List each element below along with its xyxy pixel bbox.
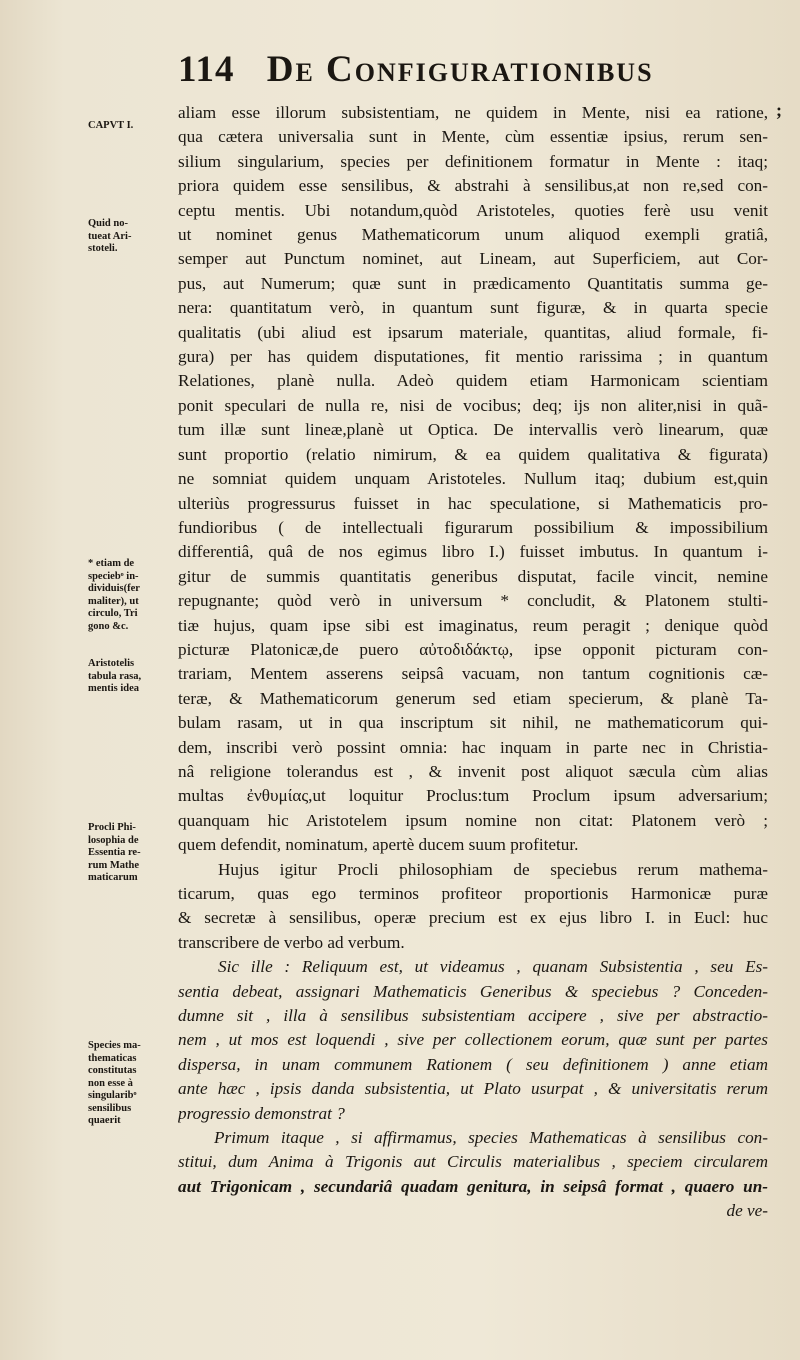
margin-line: rum Mathe bbox=[88, 859, 140, 871]
margin-line: losophia de bbox=[88, 834, 139, 846]
marginal-note-procli bbox=[88, 822, 174, 885]
text-line: teræ, & Mathematicorum generum sed etiam specierum, & planè Ta- bbox=[178, 688, 768, 708]
margin-line: Quid no- bbox=[88, 218, 128, 229]
quote-line: Sic ille : Reliquum est, ut videamus , quanam Subsistentia , seu Es- bbox=[218, 957, 768, 977]
text-line: quem defendit, nominatum, apertè ducem suum profitetur. bbox=[178, 835, 579, 855]
main-text-block bbox=[178, 101, 768, 1224]
margin-line: Procli Phi- bbox=[88, 822, 136, 833]
margin-line: constitutas bbox=[88, 1065, 137, 1076]
quote-line: sentia debeat, assignari Mathematicis Generibus & speciebus ? Conceden- bbox=[178, 981, 768, 1001]
page-number: 114 bbox=[178, 49, 235, 90]
text-line: quanquam hic Aristotelem ipsum nomine non citat: Platonem verò ; bbox=[178, 810, 768, 830]
margin-line: speciebᵒ in- bbox=[88, 570, 139, 582]
text-line: tiæ hujus, quam ipse sibi est imaginatus, reum peragit ; denique quòd bbox=[178, 615, 768, 635]
text-line: dem, inscribi verò possint omnia: hac inquam in parte nec in Christia- bbox=[178, 737, 768, 757]
text-line: semper aut Punctum nominet, aut Lineam, aut Superficiem, aut Cor- bbox=[178, 249, 768, 269]
margin-line: thematicas bbox=[88, 1052, 137, 1064]
edge-mark: ; bbox=[776, 100, 782, 120]
margin-line: CAPVT I. bbox=[88, 120, 134, 131]
text-line: repugnante; quòd verò in universum * concludit, & Platonem stulti- bbox=[178, 591, 768, 611]
text-line: aliam esse illorum subsistentiam, ne quidem in Mente, nisi ea ratione, bbox=[178, 103, 768, 122]
margin-line: circulo, Tri bbox=[88, 608, 138, 619]
marginal-note-quid bbox=[88, 218, 174, 256]
margin-line: stoteli. bbox=[88, 243, 118, 254]
quote-line: progressio demonstrat ? bbox=[178, 1103, 345, 1123]
margin-line: maticarum bbox=[88, 872, 138, 883]
text-line: fundioribus ( de intellectuali figurarum possibilium & impossibilium bbox=[178, 517, 768, 537]
marginal-note-etiam bbox=[88, 558, 174, 633]
text-line: qualitatis (ubi aliud est ipsarum materiale, quantitas, aliud formale, fi- bbox=[178, 322, 768, 342]
margin-line: Aristotelis bbox=[88, 658, 135, 669]
text-line: nâ religione tolerandus est , & invenit post aliquot sæcula cùm alias bbox=[178, 761, 768, 781]
text-line: picturæ Platonicæ,de puero αὐτοδιδάκτῳ, ipse opponit picturam con- bbox=[178, 639, 768, 659]
text-line: ponit speculari de nulla re, nisi de vocibus; deq; ijs non aliter,nisi in quã- bbox=[178, 395, 768, 415]
text-line: qua cætera universalia sunt in Mente, cùm essentiæ ipsius, rerum sen- bbox=[178, 127, 768, 147]
text-line: differentiâ, quâ de nos egimus libro I.) fuisset imbutus. In quantum i- bbox=[178, 542, 768, 562]
text-line: priora quidem esse sensilibus, & abstrahi à sensilibus,at non re,sed con- bbox=[178, 176, 768, 196]
page-title: De Configurationibus bbox=[266, 49, 654, 90]
quote-line: nem , ut mos est loquendi , sive per collectionem eorum, quæ sunt per partes bbox=[178, 1030, 768, 1050]
marginal-note-caput bbox=[88, 120, 174, 133]
text-line: pus, aut Numerum; quæ sunt in prædicamento Quantitatis summa ge- bbox=[178, 273, 768, 293]
margin-line: quaerit bbox=[88, 1115, 121, 1126]
catchword: de ve- bbox=[726, 1201, 768, 1221]
text-line: Hujus igitur Procli philosophiam de speciebus rerum mathema- bbox=[218, 859, 768, 879]
quote-line: dumne sit , illa à sensilibus subsistentiam accipere , sive per abstractio- bbox=[178, 1006, 768, 1026]
text-line: gitur de summis quantitatis generibus disputat, facile vincit, nemine bbox=[178, 566, 768, 586]
quote-line: ante hæc , ipsis danda subsistentia, ut Plato usurpat , & universitatis rerum bbox=[178, 1079, 768, 1099]
text-line: ne somniat quidem unquam Aristoteles. Nullum itaq; dubium est,quin bbox=[178, 469, 768, 489]
text-line: sunt proportio (relatio nimirum, & ea quidem qualitativa & figurata) bbox=[178, 444, 768, 464]
margin-line: sensilibus bbox=[88, 1102, 132, 1114]
margin-line: Essentia re- bbox=[88, 847, 141, 858]
text-line: trariam, Mentem asserens seipsâ vacuam, non tantum cognitionis cæ- bbox=[178, 664, 768, 684]
quote-line: dispersa, in unam communem Rationem ( seu definitionem ) anne etiam bbox=[178, 1054, 768, 1074]
text-line: ut nominet genus Mathematicorum unum aliquod exempli gratiâ, bbox=[178, 225, 768, 245]
text-line: gura) per has quidem disputationes, fit mentio rarissima ; in quantum bbox=[178, 347, 768, 367]
margin-line: singularibᵒ bbox=[88, 1090, 137, 1101]
margin-line: maliter), ut bbox=[88, 595, 139, 607]
text-line: multas ἐνθυμίας,ut loquitur Proclus:tum Proclum ipsum adversarium; bbox=[178, 786, 768, 806]
quote-line: aut Trigonicam , secundariâ quadam genitura, in seipsâ format , quaero un- bbox=[178, 1176, 768, 1196]
margin-line: gono &c. bbox=[88, 620, 129, 632]
text-line: transcribere de verbo ad verbum. bbox=[178, 932, 405, 952]
text-line: silium singularium, species per definitionem formatur in Mente : itaq; bbox=[178, 151, 768, 171]
margin-line: tabula rasa, bbox=[88, 670, 142, 682]
text-line: tum illæ sunt lineæ,planè ut Optica. De intervallis verò linearum, quæ bbox=[178, 420, 768, 440]
quote-line: Primum itaque , si affirmamus, species Mathematicas à sensilibus con- bbox=[214, 1128, 768, 1148]
text-line: nera: quantitatum verò, in quantum sunt figuræ, & in quarta specie bbox=[178, 298, 768, 318]
text-line: & secretæ à sensilibus, operæ precium est ex ejus libro I. in Eucl: huc bbox=[178, 908, 768, 928]
margin-line: dividuis(fer bbox=[88, 583, 140, 594]
marginal-note-species bbox=[88, 1040, 174, 1128]
margin-line: * etiam de bbox=[88, 558, 135, 569]
margin-line: tueat Ari- bbox=[88, 230, 132, 242]
text-line: ulteriùs progressurus fuisset in hac speculatione, si Mathematicis pro- bbox=[178, 493, 768, 513]
marginal-note-aristotelis bbox=[88, 658, 174, 696]
margin-line: mentis idea bbox=[88, 683, 140, 694]
running-header bbox=[178, 48, 770, 91]
text-line: ceptu mentis. Ubi notandum,quòd Aristoteles, quoties ferè usu venit bbox=[178, 200, 768, 220]
text-line: Relationes, planè nulla. Adeò quidem etiam Harmonicam scientiam bbox=[178, 371, 768, 391]
margin-line: Species ma- bbox=[88, 1040, 141, 1051]
text-line: bulam rasam, ut in qua inscriptum sit nihil, ne mathematicorum qui- bbox=[178, 713, 768, 733]
margin-line: non esse à bbox=[88, 1077, 133, 1089]
text-line: ticarum, quas ego terminos profiteor proportionis Harmonicæ puræ bbox=[178, 884, 768, 903]
quote-line: stitui, dum Anima à Trigonis aut Circulis materialibus , speciem circularem bbox=[178, 1152, 768, 1172]
